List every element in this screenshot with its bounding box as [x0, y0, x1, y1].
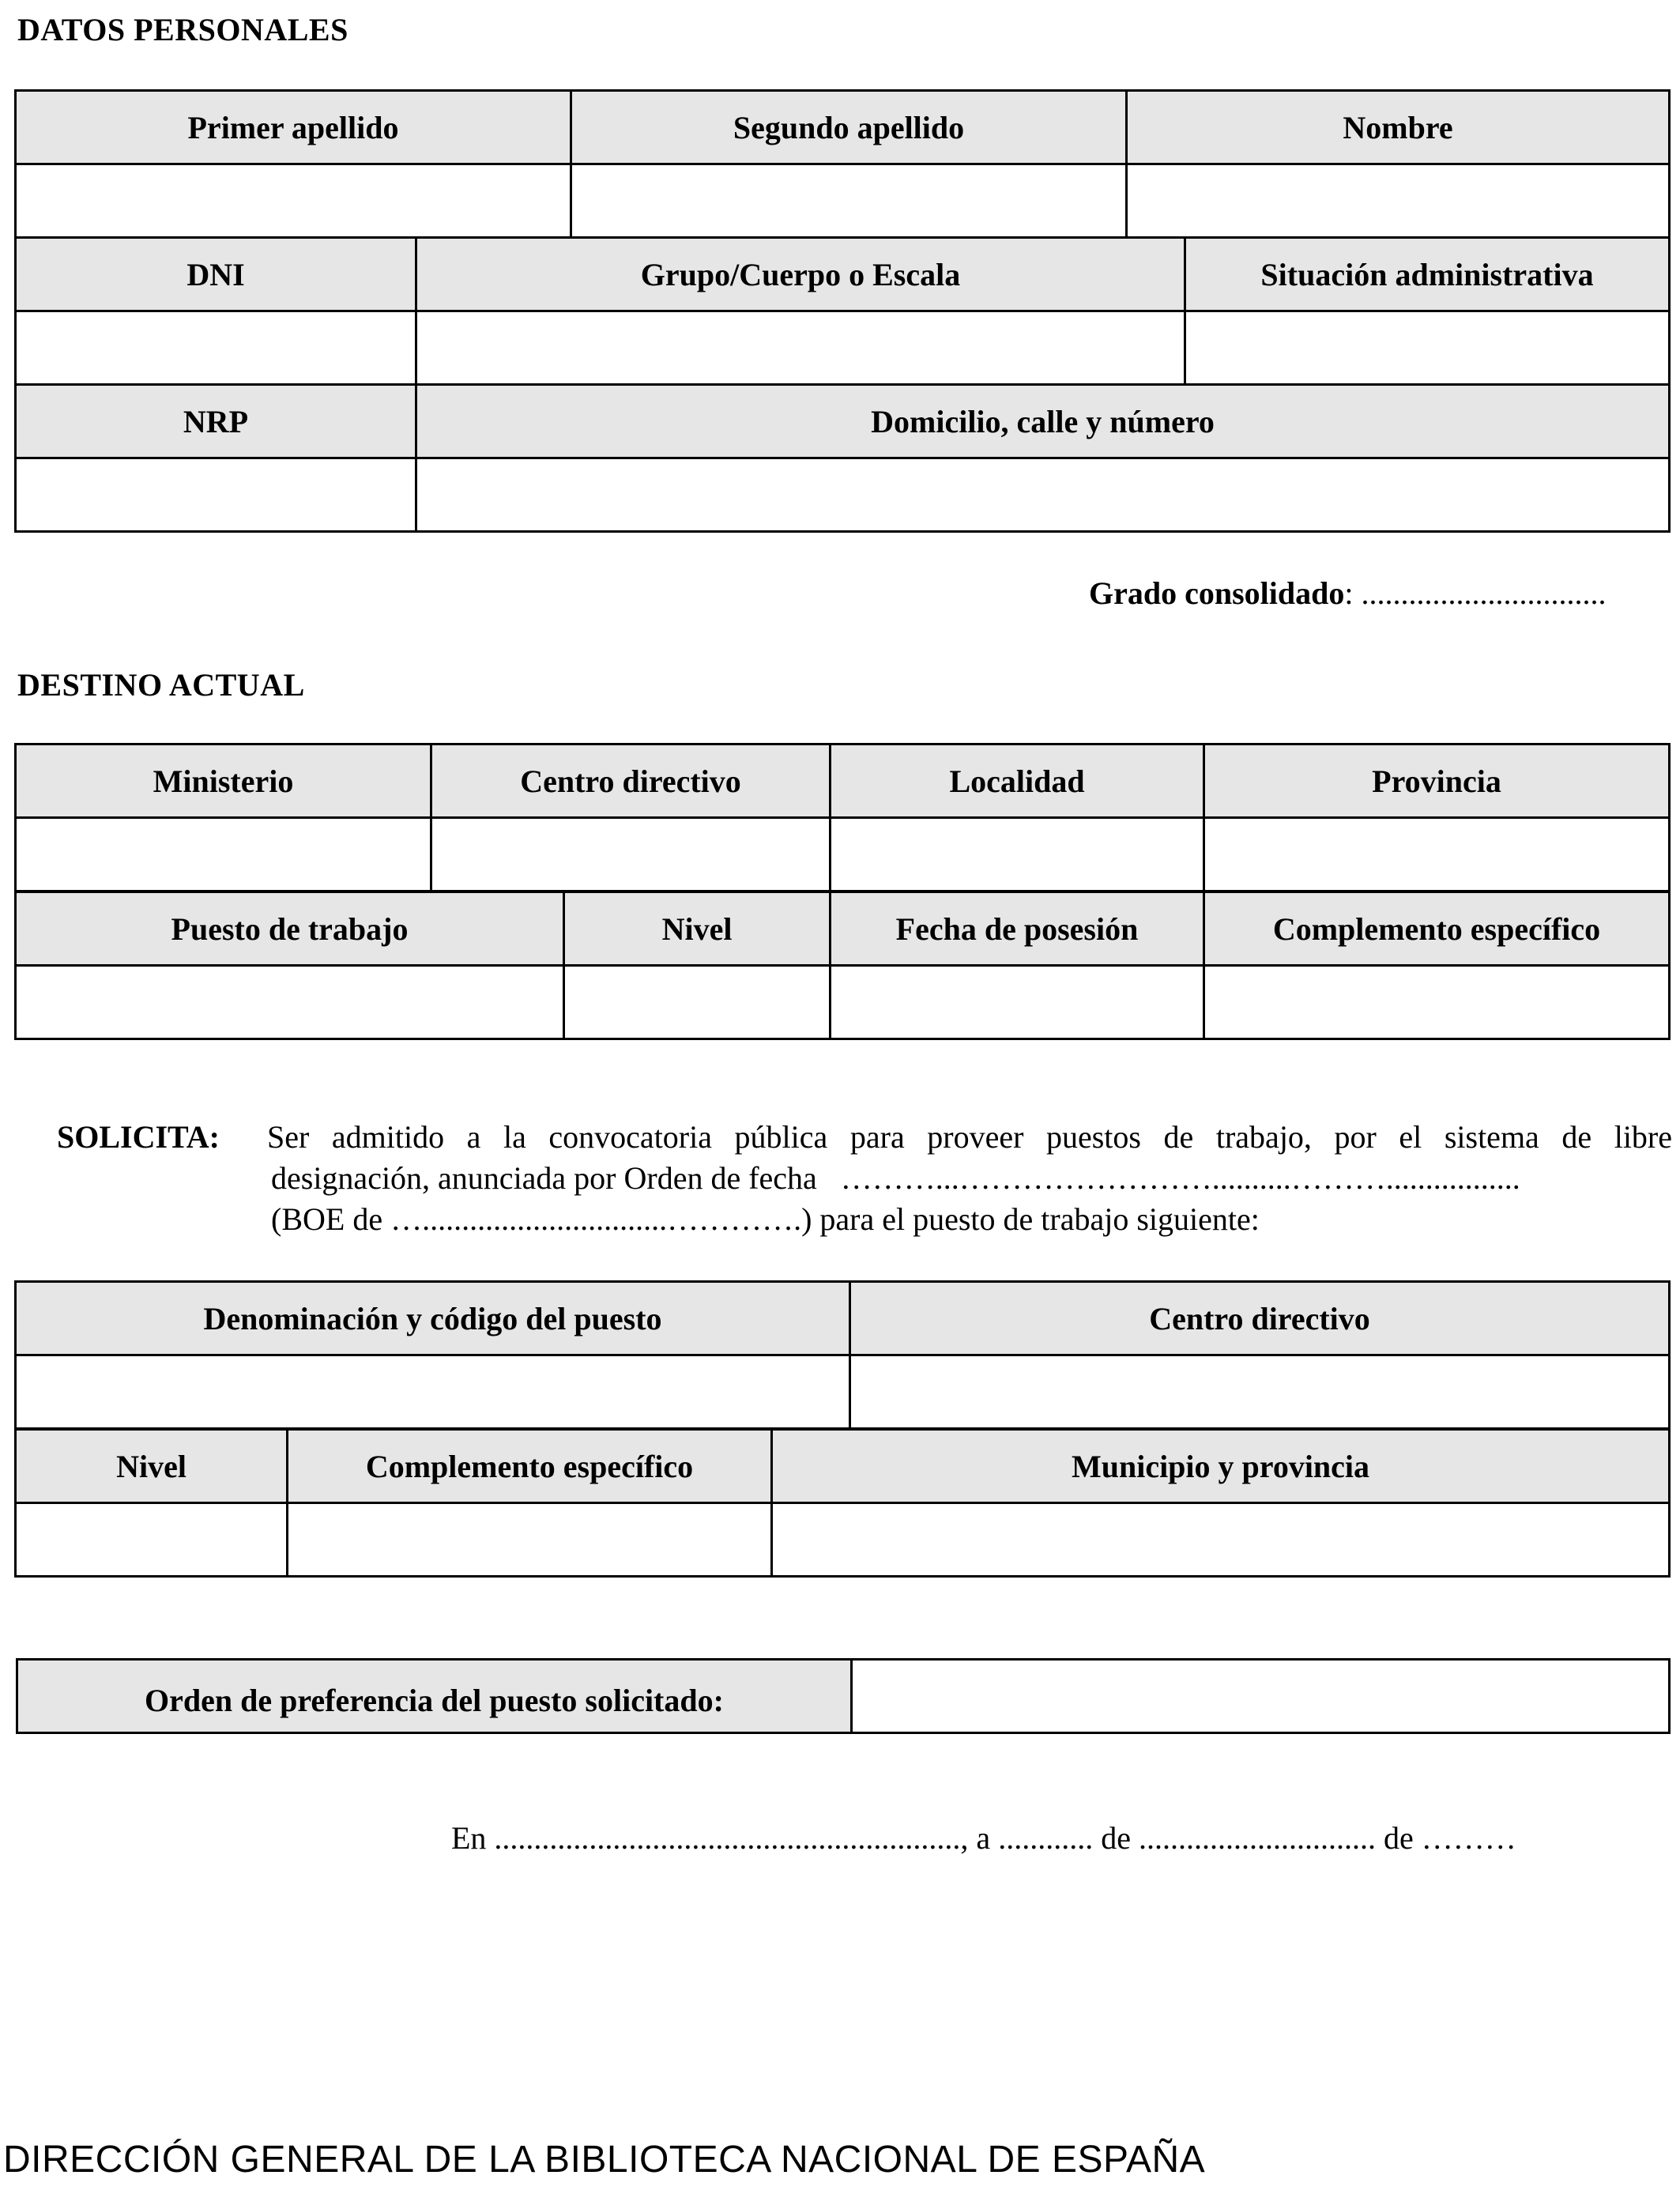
- orden-preferencia-label: Orden de preferencia del puesto solicitado:: [17, 1660, 852, 1733]
- header-localidad: Localidad: [831, 745, 1204, 818]
- field-grupo-cuerpo-escala[interactable]: [416, 311, 1185, 385]
- grado-consolidado-blank[interactable]: : ...............................: [1344, 575, 1607, 611]
- header-municipio-provincia: Municipio y provincia: [772, 1430, 1670, 1503]
- header-puesto-complemento-especifico: Complemento específico: [288, 1430, 772, 1503]
- header-complemento-especifico: Complemento específico: [1204, 892, 1670, 966]
- field-orden-preferencia[interactable]: [852, 1660, 1670, 1733]
- header-domicilio: Domicilio, calle y número: [416, 385, 1670, 458]
- header-fecha-de-posesion: Fecha de posesión: [831, 892, 1204, 966]
- header-nombre: Nombre: [1127, 91, 1670, 164]
- header-puesto-de-trabajo: Puesto de trabajo: [16, 892, 564, 966]
- header-grupo-cuerpo-escala: Grupo/Cuerpo o Escala: [416, 238, 1185, 311]
- header-ministerio: Ministerio: [16, 745, 431, 818]
- field-puesto-centro-directivo[interactable]: [850, 1355, 1670, 1429]
- section-title-datos-personales: DATOS PERSONALES: [17, 12, 348, 47]
- section-title-destino-actual: DESTINO ACTUAL: [17, 667, 305, 703]
- datos-personales-table: [14, 89, 1671, 533]
- field-puesto-de-trabajo[interactable]: [16, 966, 564, 1039]
- destino-actual-table: [14, 743, 1671, 892]
- footer-organismo: DIRECCIÓN GENERAL DE LA BIBLIOTECA NACIONAL DE ESPAÑA: [3, 2139, 1206, 2181]
- field-denominacion-codigo[interactable]: [16, 1355, 850, 1429]
- header-centro-directivo: Centro directivo: [431, 745, 831, 818]
- field-puesto-complemento-especifico[interactable]: [288, 1503, 772, 1577]
- field-domicilio[interactable]: [416, 458, 1670, 532]
- solicita-line-3: (BOE de …...............................………….) para el puesto de trabajo siguiente:: [271, 1201, 1260, 1237]
- orden-preferencia-table: [16, 1658, 1671, 1734]
- field-provincia[interactable]: [1204, 818, 1670, 892]
- puesto-solicitado-table: [14, 1280, 1671, 1430]
- field-nrp[interactable]: [16, 458, 416, 532]
- grado-consolidado-line: [1089, 575, 1607, 612]
- destino-actual-table-2: [14, 891, 1671, 1040]
- header-dni: DNI: [16, 238, 416, 311]
- field-municipio-provincia[interactable]: [772, 1503, 1670, 1577]
- field-complemento-especifico[interactable]: [1204, 966, 1670, 1039]
- solicita-line-1: Ser admitido a la convocatoria pública para proveer puestos de trabajo, por el sistema de libre: [267, 1119, 1672, 1155]
- header-primer-apellido: Primer apellido: [16, 91, 571, 164]
- solicita-label: SOLICITA:: [57, 1119, 220, 1155]
- header-segundo-apellido: Segundo apellido: [571, 91, 1127, 164]
- field-primer-apellido[interactable]: [16, 164, 571, 238]
- solicita-line-2: designación, anunciada por Orden de fecha ………...……………………..........……….................: [271, 1160, 1520, 1196]
- header-nivel: Nivel: [564, 892, 831, 966]
- header-situacion-administrativa: Situación administrativa: [1185, 238, 1670, 311]
- header-provincia: Provincia: [1204, 745, 1670, 818]
- lugar-fecha-line: En ..........................................................., a ............ de .............................. de ………: [451, 1820, 1516, 1856]
- field-centro-directivo[interactable]: [431, 818, 831, 892]
- puesto-solicitado-table-2: [14, 1428, 1671, 1578]
- header-puesto-nivel: Nivel: [16, 1430, 288, 1503]
- field-ministerio[interactable]: [16, 818, 431, 892]
- field-nombre[interactable]: [1127, 164, 1670, 238]
- field-puesto-nivel[interactable]: [16, 1503, 288, 1577]
- field-dni[interactable]: [16, 311, 416, 385]
- header-nrp: NRP: [16, 385, 416, 458]
- field-fecha-de-posesion[interactable]: [831, 966, 1204, 1039]
- field-localidad[interactable]: [831, 818, 1204, 892]
- field-situacion-administrativa[interactable]: [1185, 311, 1670, 385]
- field-segundo-apellido[interactable]: [571, 164, 1127, 238]
- field-nivel[interactable]: [564, 966, 831, 1039]
- grado-consolidado-label: Grado consolidado: [1089, 575, 1345, 611]
- header-denominacion-codigo: Denominación y código del puesto: [16, 1282, 850, 1355]
- header-puesto-centro-directivo: Centro directivo: [850, 1282, 1670, 1355]
